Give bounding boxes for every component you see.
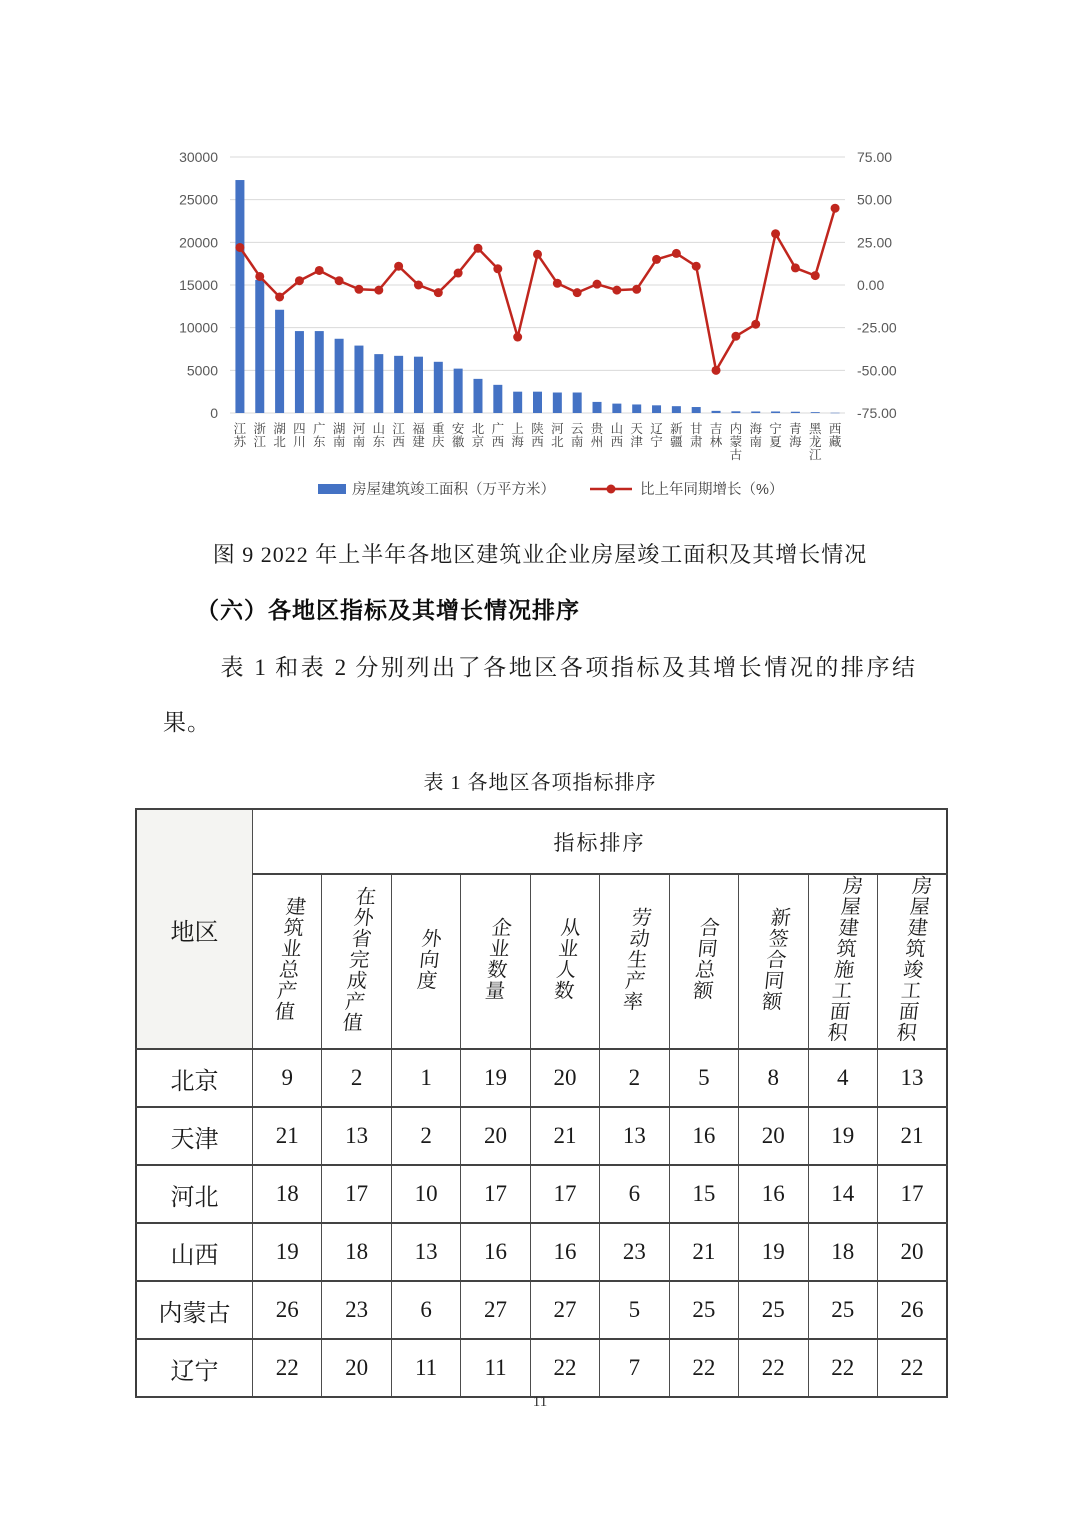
line-point <box>473 244 482 253</box>
line-point <box>612 286 621 295</box>
bar <box>354 346 363 413</box>
rank-value-cell: 27 <box>530 1281 599 1339</box>
table-body <box>136 1049 947 1397</box>
table-row <box>136 1049 947 1107</box>
rank-value-cell: 9 <box>253 1049 322 1107</box>
region-cell: 内蒙古 <box>136 1281 253 1339</box>
bar <box>513 392 522 413</box>
bar <box>831 413 840 414</box>
rank-value-cell: 6 <box>391 1281 460 1339</box>
page-number: 11 <box>532 1394 548 1410</box>
rank-value-cell: 17 <box>461 1165 530 1223</box>
rank-value-cell: 8 <box>739 1049 808 1107</box>
legend-line-marker <box>607 485 616 494</box>
column-header-cell <box>530 874 599 1049</box>
bar <box>235 180 244 413</box>
column-header-label: 劳动生产率 <box>618 906 652 1012</box>
rank-value-cell: 2 <box>322 1049 391 1107</box>
line-point <box>652 255 661 264</box>
x-axis-label: 江西 <box>392 422 405 449</box>
left-axis-tick: 0 <box>210 405 218 421</box>
column-header-label: 合同总额 <box>688 917 720 1001</box>
rank-value-cell: 17 <box>530 1165 599 1223</box>
figure-caption: 图 9 2022 年上半年各地区建筑业企业房屋竣工面积及其增长情况 <box>212 542 868 567</box>
legend-bar-swatch <box>318 484 346 494</box>
rank-value-cell: 2 <box>391 1107 460 1165</box>
x-axis-label: 湖北 <box>273 422 286 449</box>
line-point <box>335 276 344 285</box>
rank-value-cell: 14 <box>808 1165 877 1223</box>
line-point <box>374 286 383 295</box>
column-header-cell <box>253 874 322 1049</box>
x-axis-label: 重庆 <box>432 422 445 449</box>
x-axis-label: 浙江 <box>253 422 267 449</box>
x-axis-label: 辽宁 <box>650 422 663 449</box>
bar <box>652 405 661 413</box>
column-header-label: 房屋建筑竣工面积 <box>892 875 933 1043</box>
x-axis-label: 陕西 <box>531 422 544 449</box>
rank-value-cell: 23 <box>600 1223 669 1281</box>
growth-line <box>240 208 835 370</box>
table-row <box>136 1223 947 1281</box>
line-point <box>513 333 522 342</box>
left-axis-tick: 30000 <box>179 149 218 165</box>
rank-value-cell: 26 <box>877 1281 947 1339</box>
rank-value-cell: 21 <box>877 1107 947 1165</box>
x-axis-label: 四川 <box>293 422 306 449</box>
body-paragraph: 表 1 和表 2 分别列出了各地区各项指标及其增长情况的排序结果。 <box>163 655 916 735</box>
bar <box>454 369 463 413</box>
bar <box>573 393 582 413</box>
rank-value-cell: 1 <box>391 1049 460 1107</box>
rank-value-cell: 22 <box>808 1339 877 1397</box>
rank-value-cell: 22 <box>530 1339 599 1397</box>
region-cell: 天津 <box>136 1107 253 1165</box>
x-axis-label: 云南 <box>570 422 584 449</box>
left-axis-tick: 20000 <box>179 234 218 251</box>
rank-value-cell: 25 <box>669 1281 738 1339</box>
corner-header-cell: 地区 <box>136 809 253 1049</box>
rank-value-cell: 22 <box>253 1339 322 1397</box>
x-axis-label: 广西 <box>491 422 505 449</box>
line-point <box>632 285 641 294</box>
rank-value-cell: 2 <box>600 1049 669 1107</box>
column-header-cell <box>322 874 391 1049</box>
bar <box>374 354 383 413</box>
rank-value-cell: 13 <box>600 1107 669 1165</box>
right-axis-tick: -50.00 <box>857 362 897 379</box>
rank-value-cell: 25 <box>808 1281 877 1339</box>
bar <box>553 393 562 413</box>
rank-value-cell: 10 <box>391 1165 460 1223</box>
bar <box>712 411 721 413</box>
rank-value-cell: 16 <box>530 1223 599 1281</box>
rank-value-cell: 6 <box>600 1165 669 1223</box>
line-point <box>414 281 423 290</box>
bar <box>593 402 602 413</box>
line-point <box>831 204 840 213</box>
x-axis-label: 海南 <box>749 422 762 449</box>
rank-value-cell: 19 <box>461 1049 530 1107</box>
bar <box>434 362 443 413</box>
bar <box>791 412 800 413</box>
bar <box>315 331 324 413</box>
rank-value-cell: 27 <box>461 1281 530 1339</box>
group-header-cell: 指标排序 <box>253 809 948 874</box>
left-axis-tick: 10000 <box>179 319 218 336</box>
bar <box>771 411 780 413</box>
x-axis-label: 广东 <box>313 422 326 449</box>
line-point <box>751 320 760 329</box>
rank-value-cell: 20 <box>530 1049 599 1107</box>
line-point <box>712 366 721 375</box>
x-axis-label: 黑龙江 <box>808 422 822 462</box>
line-point <box>235 243 244 252</box>
column-header-cell <box>600 874 669 1049</box>
column-header-cell <box>877 874 947 1049</box>
rank-value-cell: 17 <box>322 1165 391 1223</box>
x-axis-label: 江苏 <box>233 422 247 449</box>
line-point <box>731 332 740 341</box>
line-point <box>791 263 800 272</box>
rank-value-cell: 13 <box>391 1223 460 1281</box>
right-axis-tick: -75.00 <box>857 405 897 421</box>
x-axis-label: 安徽 <box>451 422 465 449</box>
rank-value-cell: 19 <box>808 1107 877 1165</box>
line-point <box>354 285 363 294</box>
section-heading: （六）各地区指标及其增长情况排序 <box>196 597 580 623</box>
rank-value-cell: 16 <box>461 1223 530 1281</box>
line-point <box>672 249 681 258</box>
left-axis-tick: 5000 <box>186 362 218 379</box>
bar <box>731 411 740 413</box>
region-cell: 河北 <box>136 1165 253 1223</box>
left-axis-tick: 15000 <box>179 277 218 293</box>
line-point <box>811 271 820 280</box>
line-point <box>692 262 701 271</box>
rank-value-cell: 13 <box>877 1049 947 1107</box>
table-row <box>136 1339 947 1397</box>
bar <box>533 392 542 413</box>
rank-value-cell: 15 <box>669 1165 738 1223</box>
x-axis-label: 宁夏 <box>769 422 782 449</box>
rank-value-cell: 16 <box>669 1107 738 1165</box>
right-axis-tick: -25.00 <box>857 319 897 336</box>
x-axis-label: 青海 <box>789 422 802 449</box>
x-axis-label: 山东 <box>372 422 386 449</box>
rank-value-cell: 22 <box>669 1339 738 1397</box>
rank-value-cell: 22 <box>739 1339 808 1397</box>
indicator-rank-table <box>135 808 948 1398</box>
rank-value-cell: 19 <box>253 1223 322 1281</box>
legend-bar-label: 房屋建筑竣工面积（万平方米） <box>352 482 555 498</box>
column-header-cell <box>461 874 530 1049</box>
x-axis-label: 内蒙古 <box>729 422 743 462</box>
bar <box>672 406 681 413</box>
legend-line-label: 比上年同期增长（%） <box>640 482 784 498</box>
x-axis-label: 湖南 <box>332 422 346 449</box>
bar <box>751 411 760 413</box>
bar <box>295 331 304 413</box>
line-point <box>493 264 502 273</box>
table-row <box>136 1165 947 1223</box>
x-axis-label: 福建 <box>412 422 425 449</box>
rank-value-cell: 22 <box>877 1339 947 1397</box>
line-point <box>771 229 780 238</box>
column-header-label: 新签合同额 <box>757 906 791 1012</box>
rank-value-cell: 4 <box>808 1049 877 1107</box>
column-header-label: 从业人数 <box>550 917 581 1001</box>
x-axis-label: 吉林 <box>709 422 723 449</box>
rank-value-cell: 11 <box>391 1339 460 1397</box>
right-axis-tick: 0.00 <box>857 277 885 293</box>
rank-value-cell: 7 <box>600 1339 669 1397</box>
bar <box>414 357 423 413</box>
x-axis-label: 西藏 <box>828 422 842 449</box>
x-axis-label: 河南 <box>352 422 366 449</box>
completed-area-combo-chart <box>150 140 950 520</box>
rank-value-cell: 5 <box>669 1049 738 1107</box>
rank-value-cell: 21 <box>669 1223 738 1281</box>
region-cell: 北京 <box>136 1049 253 1107</box>
bar <box>632 404 641 413</box>
rank-value-cell: 19 <box>739 1223 808 1281</box>
line-point <box>454 269 463 278</box>
rank-value-cell: 20 <box>739 1107 808 1165</box>
column-header-label: 房屋建筑施工面积 <box>823 875 864 1043</box>
line-point <box>295 276 304 285</box>
rank-value-cell: 26 <box>253 1281 322 1339</box>
line-point <box>553 279 562 288</box>
rank-value-cell: 18 <box>253 1165 322 1223</box>
column-header-label: 建筑业总产值 <box>270 896 306 1022</box>
bar <box>493 385 502 413</box>
rank-value-cell: 20 <box>461 1107 530 1165</box>
line-point <box>573 288 582 297</box>
table-group-header-row <box>136 809 947 874</box>
x-axis-label: 新疆 <box>670 422 683 449</box>
rank-value-cell: 25 <box>739 1281 808 1339</box>
line-point <box>315 266 324 275</box>
region-cell: 山西 <box>136 1223 253 1281</box>
rank-value-cell: 16 <box>739 1165 808 1223</box>
region-cell: 辽宁 <box>136 1339 253 1397</box>
bar <box>394 356 403 413</box>
x-axis-label: 河北 <box>551 422 564 449</box>
bar <box>275 310 284 413</box>
rank-value-cell: 21 <box>253 1107 322 1165</box>
rank-value-cell: 23 <box>322 1281 391 1339</box>
x-axis-label: 山西 <box>610 422 624 449</box>
column-header-cell <box>808 874 877 1049</box>
line-point <box>533 250 542 259</box>
table-row <box>136 1107 947 1165</box>
column-header-cell <box>739 874 808 1049</box>
line-point <box>255 272 264 281</box>
right-axis-tick: 25.00 <box>857 234 893 251</box>
x-axis-label: 天津 <box>630 422 643 449</box>
column-header-cell <box>669 874 738 1049</box>
table-column-header-row <box>136 874 947 1049</box>
rank-value-cell: 20 <box>877 1223 947 1281</box>
x-axis-label: 上海 <box>511 422 524 449</box>
x-axis-label: 贵州 <box>590 422 604 449</box>
rank-value-cell: 20 <box>322 1339 391 1397</box>
column-header-cell <box>391 874 460 1049</box>
bar <box>692 407 701 413</box>
right-axis-tick: 50.00 <box>857 191 893 208</box>
column-header-label: 在外省完成产值 <box>338 885 376 1033</box>
rank-value-cell: 11 <box>461 1339 530 1397</box>
bar <box>473 379 482 413</box>
rank-value-cell: 21 <box>530 1107 599 1165</box>
line-point <box>394 262 403 271</box>
column-header-label: 外向度 <box>412 927 441 991</box>
bar <box>335 339 344 413</box>
right-axis-tick: 75.00 <box>857 149 893 165</box>
rank-value-cell: 17 <box>877 1165 947 1223</box>
line-point <box>434 288 443 297</box>
rank-value-cell: 5 <box>600 1281 669 1339</box>
bar <box>811 412 820 413</box>
rank-value-cell: 18 <box>808 1223 877 1281</box>
x-axis-label: 北京 <box>471 422 485 449</box>
rank-value-cell: 13 <box>322 1107 391 1165</box>
bar <box>255 280 264 413</box>
line-point <box>593 280 602 289</box>
table-title: 表 1 各地区各项指标排序 <box>423 772 657 794</box>
x-axis-label: 甘肃 <box>689 422 703 449</box>
line-point <box>275 292 284 301</box>
table-row <box>136 1281 947 1339</box>
rank-value-cell: 18 <box>322 1223 391 1281</box>
bar <box>612 404 621 413</box>
column-header-label: 企业数量 <box>480 917 512 1001</box>
left-axis-tick: 25000 <box>179 191 218 208</box>
